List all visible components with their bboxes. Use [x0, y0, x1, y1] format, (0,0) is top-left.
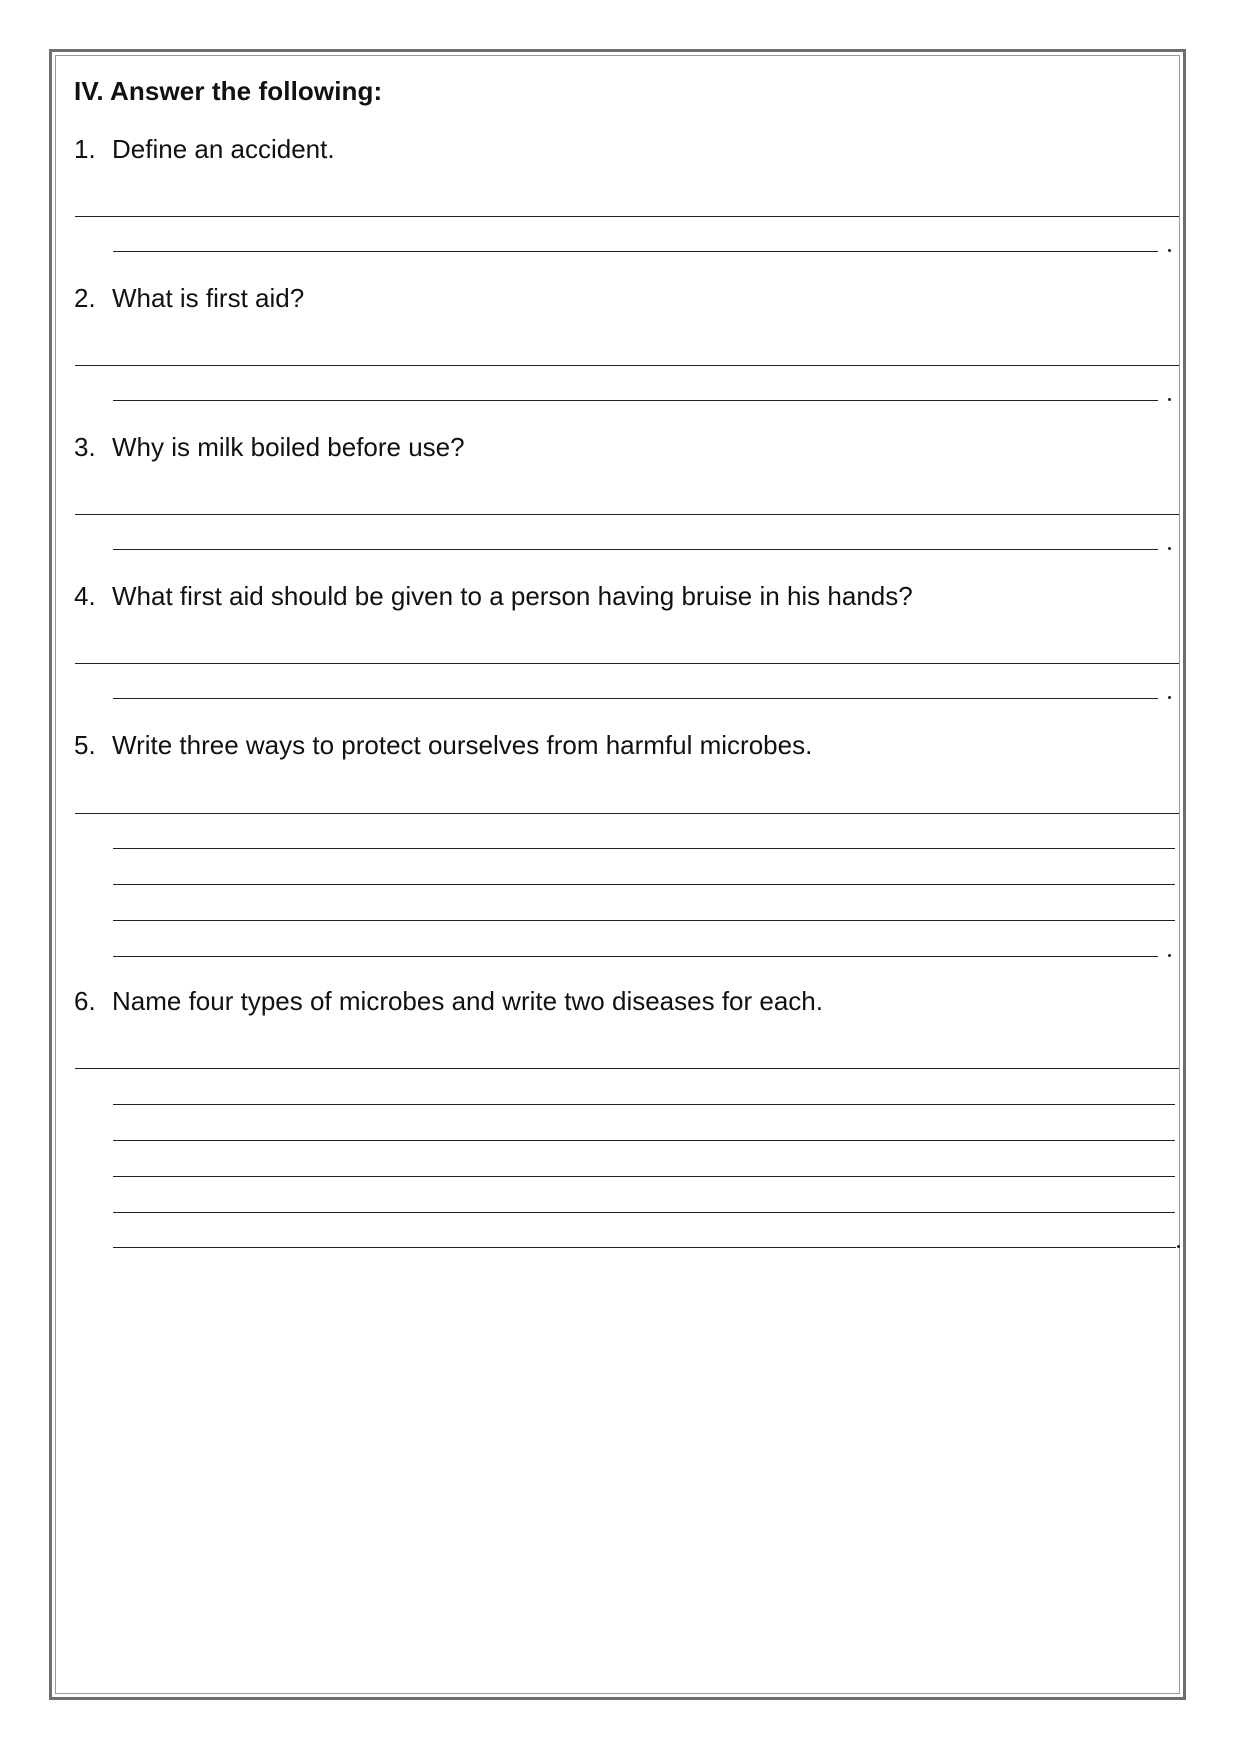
- answer-line[interactable]: [113, 698, 1158, 699]
- question-3: [74, 432, 465, 463]
- question-text: Define an accident.: [112, 134, 335, 164]
- question-4: [74, 581, 913, 612]
- answer-end-dot: [1168, 696, 1171, 699]
- answer-line[interactable]: [113, 920, 1175, 921]
- answer-line[interactable]: [75, 663, 1179, 664]
- answer-line[interactable]: [113, 251, 1158, 252]
- question-number: 5.: [74, 730, 96, 760]
- question-6: [74, 986, 823, 1017]
- answer-line[interactable]: [75, 514, 1179, 515]
- answer-line[interactable]: [113, 1104, 1175, 1105]
- answer-line[interactable]: [113, 1247, 1176, 1248]
- question-5: [74, 730, 812, 761]
- answer-line[interactable]: [75, 216, 1179, 217]
- answer-line[interactable]: [113, 1212, 1175, 1213]
- question-text: Write three ways to protect ourselves from harmful microbes.: [112, 730, 813, 760]
- answer-line[interactable]: [113, 1176, 1175, 1177]
- answer-line[interactable]: [113, 1140, 1175, 1141]
- answer-end-dot: [1168, 249, 1171, 252]
- answer-line[interactable]: [75, 365, 1179, 366]
- section-heading: IV. Answer the following:: [74, 76, 383, 106]
- question-text: Why is milk boiled before use?: [112, 432, 465, 462]
- question-text: What first aid should be given to a person having bruise in his hands?: [112, 581, 913, 611]
- question-number: 2.: [74, 283, 96, 313]
- question-number: 3.: [74, 432, 96, 462]
- answer-end-dot: [1168, 954, 1171, 957]
- question-number: 4.: [74, 581, 96, 611]
- answer-end-dot: [1168, 547, 1171, 550]
- question-text: What is first aid?: [112, 283, 305, 313]
- answer-line[interactable]: [113, 549, 1158, 550]
- question-1: [74, 134, 335, 165]
- question-text: Name four types of microbes and write two diseases for each.: [112, 986, 823, 1016]
- question-number: 6.: [74, 986, 96, 1016]
- answer-line[interactable]: [113, 956, 1158, 957]
- answer-line[interactable]: [75, 1068, 1179, 1069]
- answer-line[interactable]: [113, 400, 1158, 401]
- answer-end-dot: [1168, 398, 1171, 401]
- answer-line[interactable]: [113, 848, 1175, 849]
- question-2: [74, 283, 304, 314]
- answer-line[interactable]: [113, 884, 1175, 885]
- answer-end-dot: [1177, 1245, 1180, 1248]
- answer-line[interactable]: [75, 813, 1179, 814]
- question-number: 1.: [74, 134, 96, 164]
